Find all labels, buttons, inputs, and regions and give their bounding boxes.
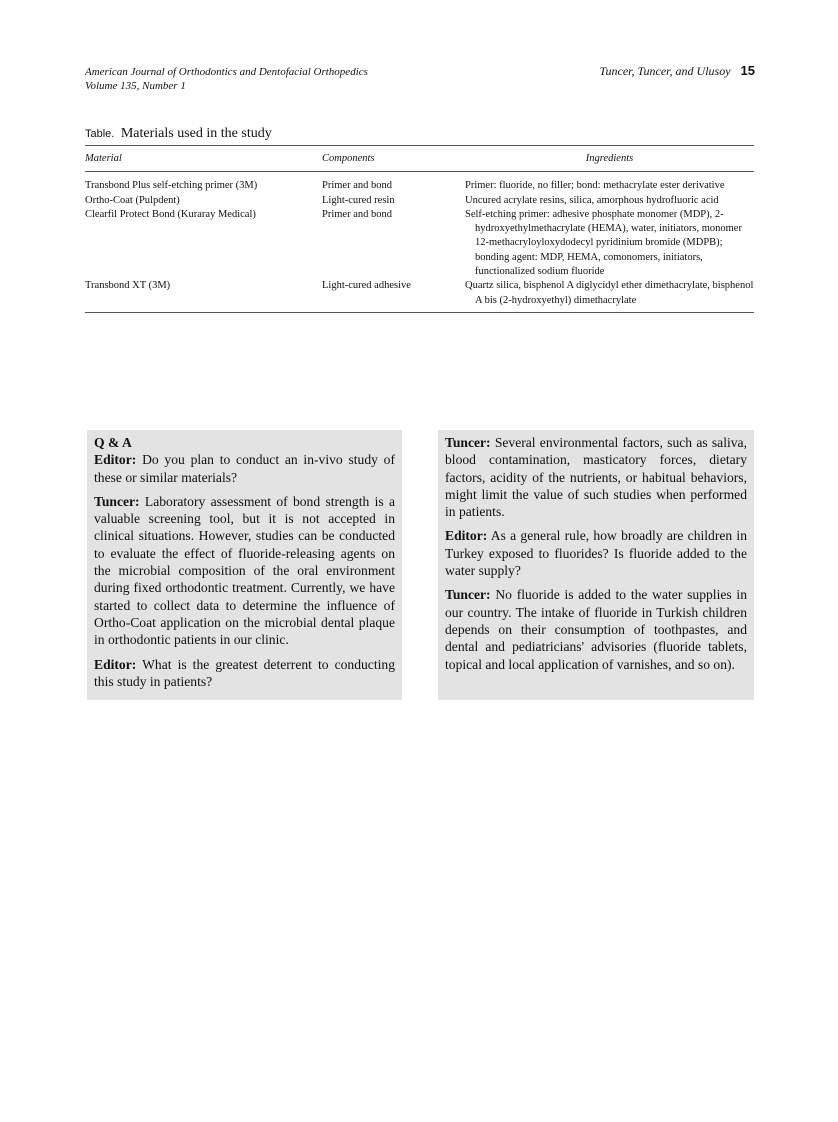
materials-table [85, 145, 754, 313]
table-cell: Light-cured resin [322, 194, 395, 206]
table-caption [85, 126, 272, 142]
table-cell: Quartz silica, bisphenol A diglycidyl ether dimethacrylate, bisphenol A bis (2-hydroxyethyl) dimethacrylate [465, 280, 754, 306]
qa-paragraph [445, 434, 747, 520]
authors: Tuncer, Tuncer, and Ulusoy [599, 64, 731, 78]
table-cell: Clearfil Protect Bond (Kuraray Medical) [85, 208, 256, 220]
column-header: Ingredients [465, 146, 754, 172]
qa-paragraph [94, 656, 395, 691]
qa-speaker: Editor: [94, 656, 137, 672]
table-label: Table. [85, 128, 115, 140]
qa-text: Laboratory assessment of bond strength is a valuable screening tool, but it is not accepted in clinical situations. However, studies can be conducted to evaluate the effect of fluoride-releasing agents on the microbial composition of the oral environment during fixed orthodontic treatment. Currently, we have started to collect data to determine the influence of Ortho-Coat application on the microbial dental plaque in orthodontic patients in our clinic. [94, 493, 395, 648]
table-row [85, 279, 754, 312]
qa-paragraph [445, 527, 747, 579]
table-header-row [85, 146, 754, 172]
column-header: Material [85, 146, 322, 172]
qa-speaker: Tuncer: [445, 587, 491, 603]
table-cell: Primer and bond [322, 208, 392, 220]
page-number: 15 [740, 63, 755, 78]
running-header-right [600, 63, 755, 79]
table-row [85, 194, 754, 208]
journal-volume: Volume 135, Number 1 [85, 80, 186, 92]
running-header-journal [85, 65, 368, 93]
table-row [85, 172, 754, 194]
table-row [85, 208, 754, 279]
table-cell: Ortho-Coat (Pulpdent) [85, 194, 180, 206]
journal-name: American Journal of Orthodontics and Dentofacial Orthopedics [85, 66, 368, 78]
table-cell: Light-cured adhesive [322, 280, 411, 292]
table-caption-text: Materials used in the study [120, 126, 272, 141]
qa-box-right [438, 430, 754, 700]
qa-text: Do you plan to conduct an in-vivo study of these or similar materials? [94, 452, 395, 485]
table-cell: Primer and bond [322, 180, 392, 192]
table-cell: Primer: fluoride, no filler; bond: methacrylate ester derivative [465, 180, 725, 192]
qa-paragraph [445, 586, 747, 672]
qa-speaker: Editor: [94, 452, 137, 468]
qa-title: Q & A [94, 435, 132, 450]
table-cell: Transbond Plus self-etching primer (3M) [85, 180, 258, 192]
table-cell: Uncured acrylate resins, silica, amorphous hydrofluoric acid [465, 194, 719, 206]
qa-box-left [87, 430, 402, 700]
qa-text: As a general rule, how broadly are children in Turkey exposed to fluorides? Is fluoride added to the water supply? [445, 528, 748, 579]
column-header: Components [322, 146, 465, 172]
qa-paragraph [94, 451, 395, 486]
qa-text: What is the greatest deterrent to conducting this study in patients? [94, 656, 395, 689]
qa-text: Several environmental factors, such as saliva, blood contamination, masticatory forces, dietary factors, acidity of the nutrients, or habitual behaviors, might limit the value of such studies when performed in patients. [445, 435, 747, 520]
qa-speaker: Tuncer: [94, 493, 140, 509]
qa-speaker: Editor: [445, 528, 488, 544]
qa-paragraph [94, 493, 395, 649]
table-cell: Self-etching primer: adhesive phosphate monomer (MDP), 2-hydroxyethylmethacrylate (HEMA), water, initiators, monomer 12-methacryloyloxydodecyl pyridinium bromide (MDPB); bonding agent: MDP, HEMA, comonomers, initiators, functionalized sodium fluoride [465, 208, 742, 278]
qa-text: No fluoride is added to the water supplies in our country. The intake of fluoride in Turkish children depends on their consumption of toothpastes, and dental and pediatricians' advisories (fluoride tablets, topical and local application of varnishes, and so on). [445, 587, 747, 672]
qa-speaker: Tuncer: [445, 435, 491, 450]
table-cell: Transbond XT (3M) [85, 280, 171, 292]
